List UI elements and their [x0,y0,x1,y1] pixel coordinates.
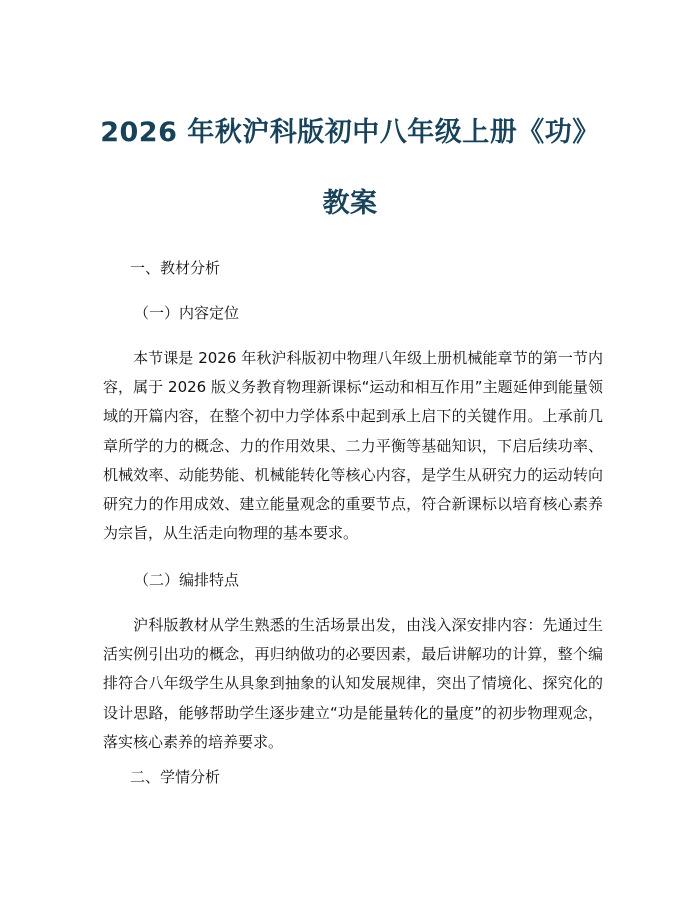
document-title-line2: 教案 [322,188,378,219]
section-heading-student-analysis: 二、学情分析 [130,768,221,786]
subsection-heading-editing-features: （二）编排特点 [134,571,240,589]
section-heading-textbook-analysis: 一、教材分析 [130,259,221,277]
paragraph-text: 沪科版教材从学生熟悉的生活场景出发，由浅入深安排内容：先通过生活实例引出功的概念，再归纳做功的必要因素，最后讲解功的计算，整个编排符合八年级学生从具象到抽象的认知发展规律，突出了情境化、探究化的设计思路，能够帮助学生逐步建立“功是能量转化的量度”的初步物理观念，落实核心素养的培养要求。 [103,616,603,751]
document-title-line1: 2026 年秋沪科版初中八年级上册《功》 [100,117,600,148]
paragraph-content-positioning [103,344,603,548]
subsection-heading-content-positioning: （一）内容定位 [134,304,240,322]
paragraph-text: 本节课是 2026 年秋沪科版初中物理八年级上册机械能章节的第一节内容，属于 2026 版义务教育物理新课标“运动和相互作用”主题延伸到能量领域的开篇内容，在整个初中力学体系中起到承上启下的关键作用。上承前几章所学的力的概念、力的作用效果、二力平衡等基础知识，下启后续功率、机械效率、动能势能、机械能转化等核心内容，是学生从研究力的运动转向研究力的作用成效、建立能量观念的重要节点，符合新课标以培育核心素养为宗旨，从生活走向物理的基本要求。 [103,349,603,543]
paragraph-editing-features [103,611,603,757]
